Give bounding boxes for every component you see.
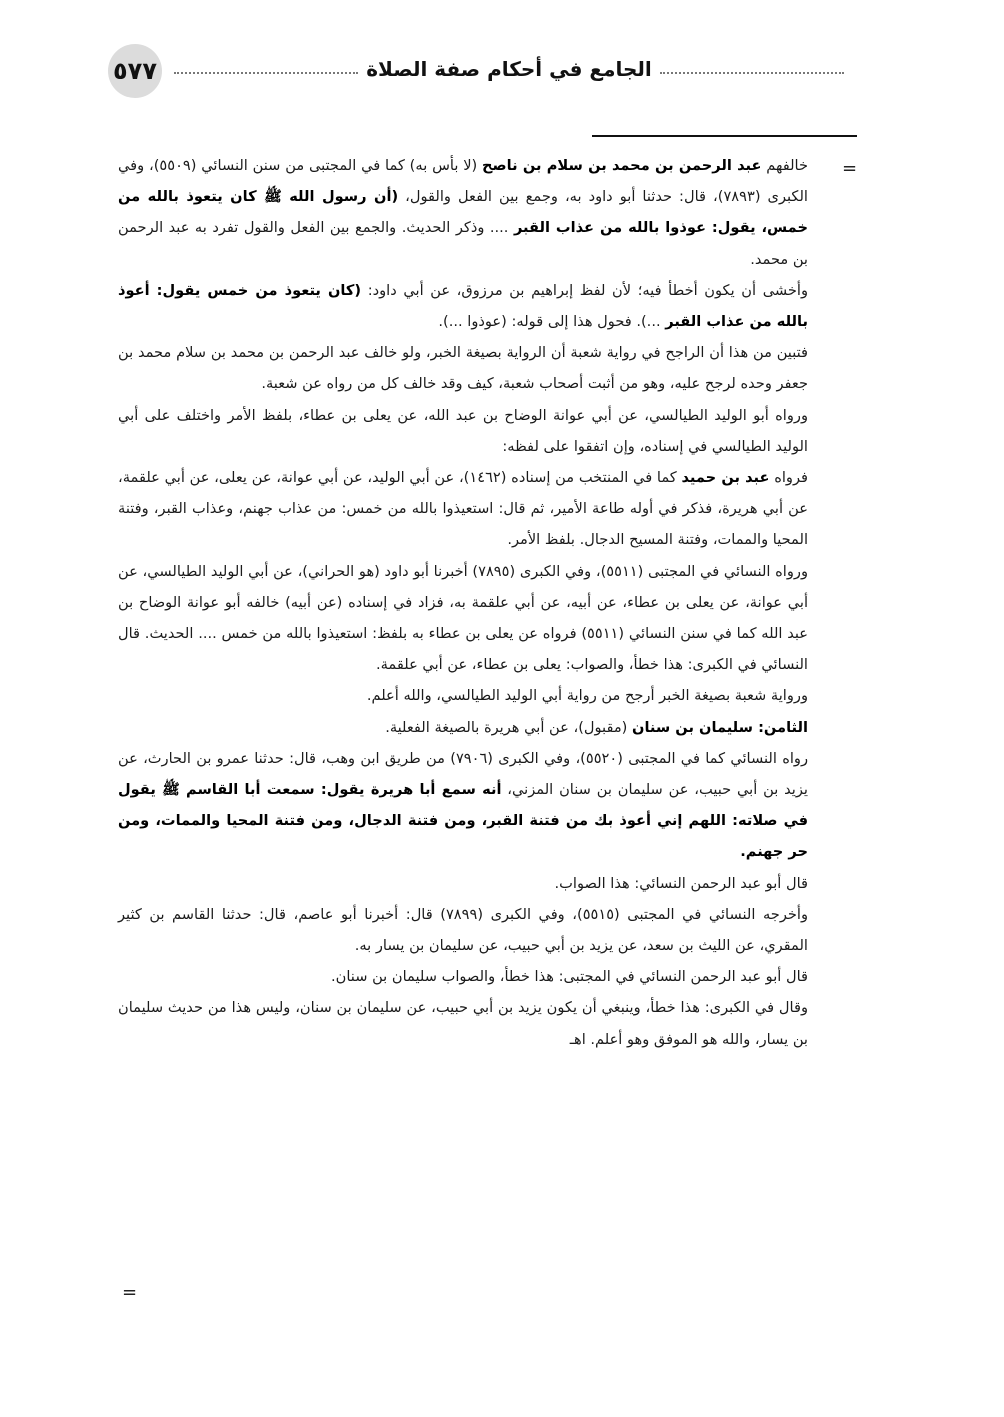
text-segment: خالفهم [761, 157, 808, 174]
text-segment: (لا بأس به) كما في المجتبى من سنن النسائي (٥٥٠٩)، وفي الكبرى (٧٨٩٣)، قال: حدثنا أبو داود به، وجمع بين الفعل والقول، [118, 157, 808, 206]
text-segment: قال أبو عبد الرحمن النسائي في المجتبى: هذا خطأ، والصواب سليمان بن سنان. [331, 968, 808, 986]
text-segment: وأخشى أن يكون أخطأ فيه؛ لأن لفظ إبراهيم بن مرزوق، عن أبي داود: [361, 281, 809, 299]
footnote-paragraph [118, 275, 808, 337]
footnote-paragraph [118, 400, 808, 462]
text-segment: وأخرجه النسائي في المجتبى (٥٥١٥)، وفي الكبرى (٧٨٩٩) قال: أخبرنا أبو عاصم، قال: حدثنا القاسم بن كثير المقري، عن الليث بن سعد، عن يزيد بن أبي حبيب، عن سليمان بن يسار به. [118, 905, 808, 955]
bold-text-segment: عبد بن حميد [681, 469, 770, 487]
text-segment: .... وذكر الحديث. والجمع بين الفعل والقول تفرد به عبد الرحمن بن محمد. [118, 219, 808, 268]
header-dots-left [174, 72, 358, 74]
bold-text-segment: أنه سمع أبا هريرة يقول: سمعت أبا القاسم ﷺ يقول في صلاته: اللهم إني أعوذ بك من فتنة القبر، ومن فتنة الدجال، ومن فتنة المحيا والممات، ومن حر جهنم. [118, 781, 808, 861]
footnote-paragraph [118, 556, 808, 681]
running-header [174, 52, 844, 86]
text-segment: ورواه النسائي في المجتبى (٥٥١١)، وفي الكبرى (٧٨٩٥) أخبرنا أبو داود (هو الحراني)، عن أبي الوليد الطيالسي، عن أبي عوانة، عن يعلى بن عطاء، عن أبيه، عن أبي علقمة به، فزاد في إسناده (عن أبيه) خالفه أبو عوانة الوضاح بن عبد الله كما في سنن النسائي (٥٥١١) فرواه عن يعلى بن عطاء به بلفظ: استعيذوا بالله من خمس .... الحديث. قال النسائي في الكبرى: هذا خطأ، والصواب: يعلى بن عطاء، عن أبي علقمة. [118, 562, 808, 674]
footnote-paragraph [118, 899, 808, 961]
text-segment: رواه النسائي كما في المجتبى (٥٥٢٠)، وفي الكبرى (٧٩٠٦) من طريق ابن وهب، قال: حدثنا عمرو بن الحارث، عن يزيد بن أبي حبيب، عن سليمان بن سنان المزني، [118, 749, 808, 799]
footnote-paragraph [118, 712, 808, 743]
text-segment: وقال في الكبرى: هذا خطأ، وينبغي أن يكون يزيد بن أبي حبيب، عن سليمان بن سنان، وليس هذا من حديث سليمان بن يسار، والله هو الموفق وهو أعلم. اهـ [118, 999, 808, 1048]
footnote-paragraph [118, 462, 808, 556]
bold-text-segment: الثامن: سليمان بن سنان [631, 718, 808, 736]
text-segment: فتبين من هذا أن الراجح في رواية شعبة أن الرواية بصيغة الخبر، ولو خالف عبد الرحمن بن محمد بن سلام محمد بن جعفر وحده لرجح عليه، وهو من أثبت أصحاب شعبة، كيف وقد خالف كل من رواه عن شعبة. [118, 344, 808, 393]
text-segment: ...). فحول هذا إلى قوله: (عوذوا ...). [438, 313, 666, 331]
text-segment: كما في المنتخب من إسناده (١٤٦٢)، عن أبي الوليد، عن أبي عوانة، عن يعلى، عن أبي علقمة، عن أبي هريرة، فذكر في أوله طاعة الأمير، ثم قال: استعيذوا بالله من خمس: من عذاب جهنم، وعذاب القبر، وفتنة المحيا والممات، وفتنة المسيح الدجال. بلفظ الأمر. [118, 469, 808, 549]
bold-text-segment: عبد الرحمن بن محمد بن سلام بن ناصح [482, 157, 762, 174]
footnote-paragraph [118, 337, 808, 399]
text-segment: ورواية شعبة بصيغة الخبر أرجح من رواية أبي الوليد الطيالسي، والله أعلم. [366, 687, 808, 705]
bold-text-segment: (أن رسول الله ﷺ كان يتعوذ بالله من خمس، يقول: عوذوا بالله من عذاب القبر [118, 188, 808, 237]
footnote-paragraph [118, 680, 808, 711]
footnote-separator [592, 135, 857, 137]
text-segment: قال أبو عبد الرحمن النسائي: هذا الصواب. [554, 874, 808, 892]
text-segment: فرواه [769, 469, 808, 487]
footnote-text [118, 150, 808, 1055]
header-dots-right [660, 72, 844, 74]
footnote-paragraph [118, 868, 808, 899]
footnote-paragraph [118, 150, 808, 275]
continuation-mark-end: = [122, 1282, 138, 1303]
continuation-mark-start: = [842, 158, 858, 179]
footnote-paragraph [118, 961, 808, 992]
footnote-paragraph [118, 992, 808, 1054]
text-segment: ورواه أبو الوليد الطيالسي، عن أبي عوانة الوضاح بن عبد الله، عن يعلى بن عطاء، بلفظ الأمر واختلف على أبي الوليد الطيالسي في إسناده، وإن اتفقوا على لفظه: [118, 406, 808, 455]
footnote-paragraph [118, 743, 808, 868]
running-title: الجامع في أحكام صفة الصلاة [366, 57, 652, 81]
bold-text-segment: (كان يتعوذ من خمس يقول: أعوذ بالله من عذاب القبر [118, 281, 808, 331]
page-number: ٥٧٧ [108, 44, 162, 98]
text-segment: (مقبول)، عن أبي هريرة بالصيغة الفعلية. [385, 718, 632, 736]
